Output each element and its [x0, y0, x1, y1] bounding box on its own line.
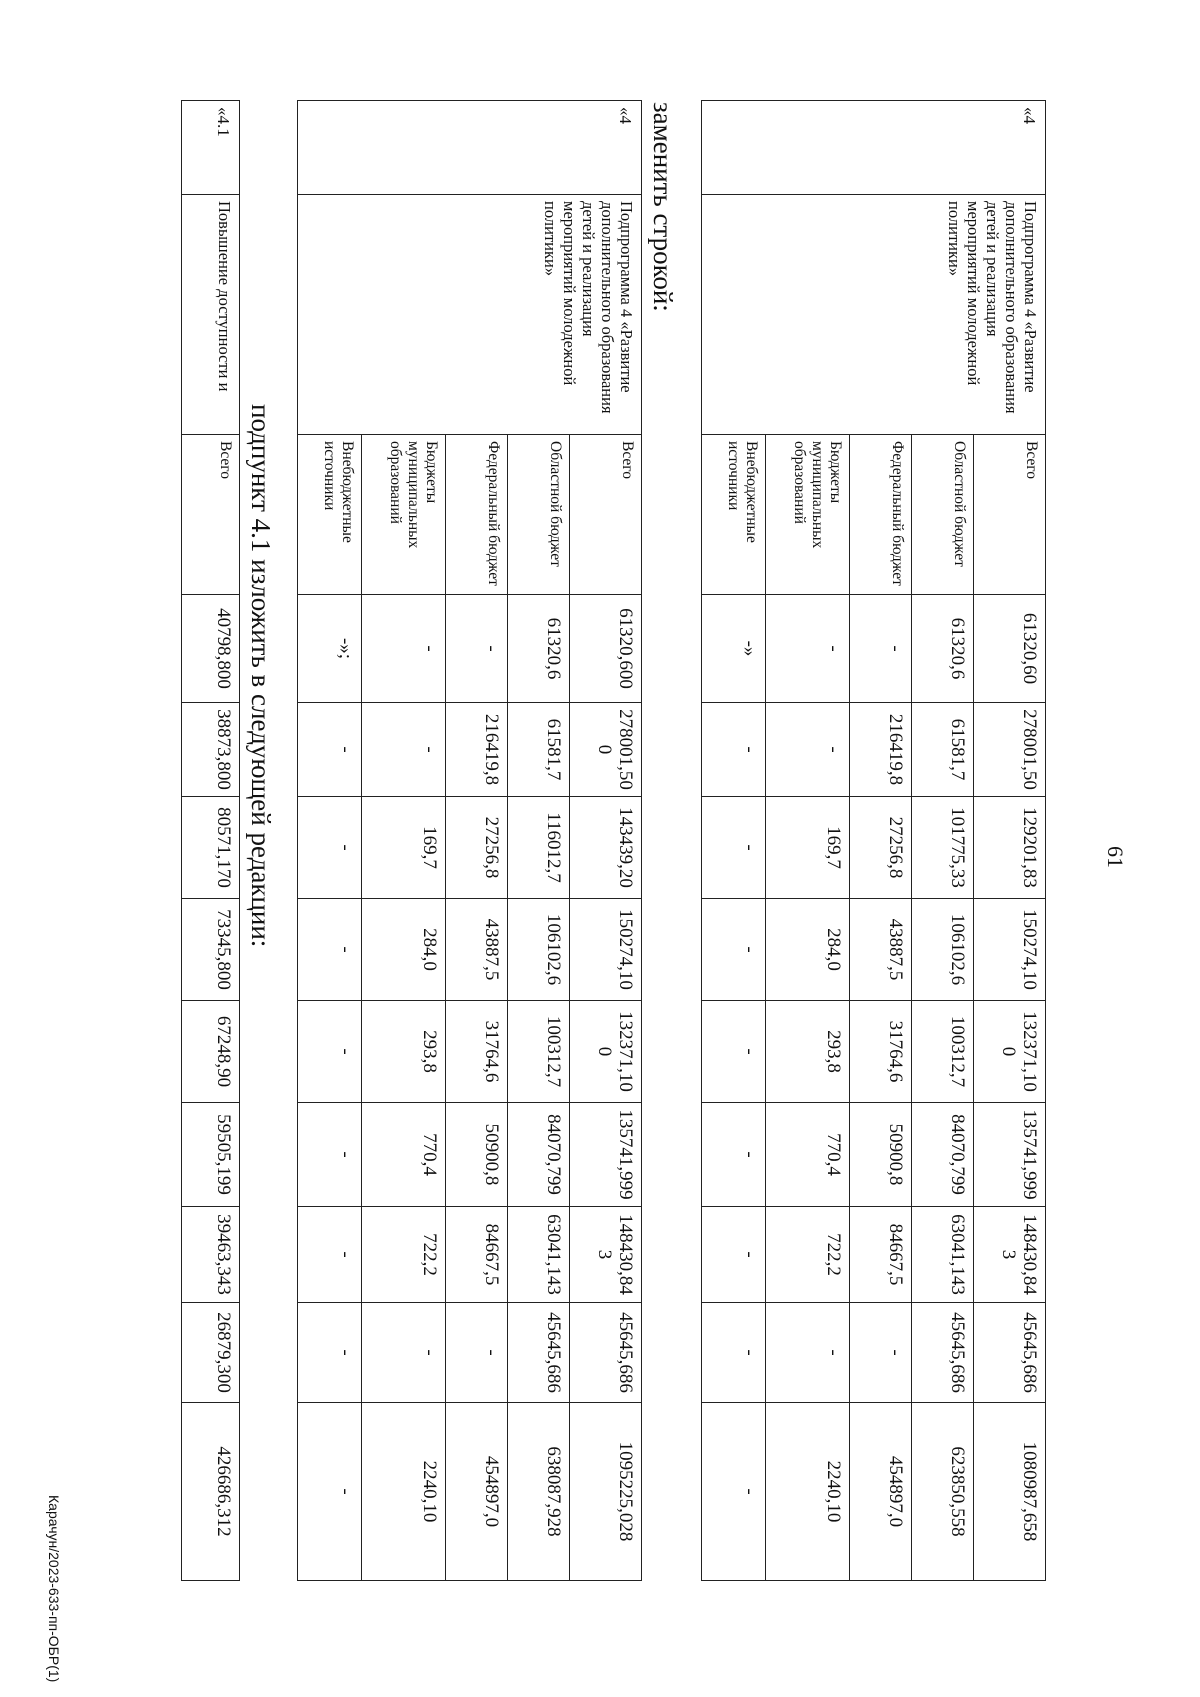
value-cell: - [362, 1303, 446, 1403]
value-cell: 1080987,658 [974, 1403, 1046, 1581]
value-cell: - [298, 1103, 362, 1207]
value-cell: 278001,500 [570, 703, 642, 797]
row-index-cell: «4 [298, 101, 642, 195]
value-cell: - [702, 1001, 766, 1103]
value-cell: 43887,5 [446, 899, 508, 1001]
value-cell: 61320,6 [508, 595, 570, 703]
value-cell: 67248,90 [182, 1001, 240, 1103]
value-cell: 293,8 [766, 1001, 850, 1103]
value-cell: 100312,7 [912, 1001, 974, 1103]
value-cell: 132371,100 [570, 1001, 642, 1103]
program-name-cell: Подпрограмма 4 «Развитие дополнительного образования детей и реализация мероприятий молодежной политики» [702, 195, 1046, 435]
value-cell: 293,8 [362, 1001, 446, 1103]
value-cell: 84667,5 [446, 1207, 508, 1303]
value-cell: 135741,999 [570, 1103, 642, 1207]
value-cell: 84070,799 [508, 1103, 570, 1207]
value-cell: 27256,8 [850, 797, 912, 899]
value-cell: - [702, 1303, 766, 1403]
value-cell: 31764,6 [446, 1001, 508, 1103]
value-cell: 770,4 [362, 1103, 446, 1207]
value-cell: 80571,170 [182, 797, 240, 899]
page-number: 61 [1103, 846, 1128, 868]
funding-source-cell: Всего [182, 435, 240, 595]
value-cell: 623850,558 [912, 1403, 974, 1581]
value-cell: - [766, 1303, 850, 1403]
value-cell: - [298, 797, 362, 899]
value-cell: 143439,20 [570, 797, 642, 899]
value-cell: 45645,686 [508, 1303, 570, 1403]
value-cell: 2240,10 [766, 1403, 850, 1581]
value-cell: 39463,343 [182, 1207, 240, 1303]
value-cell: - [298, 1303, 362, 1403]
value-cell: - [766, 703, 850, 797]
value-cell: 106102,6 [508, 899, 570, 1001]
value-cell: 100312,7 [508, 1001, 570, 1103]
value-cell: - [702, 797, 766, 899]
value-cell: - [702, 899, 766, 1001]
value-cell: - [702, 1403, 766, 1581]
value-cell: 116012,7 [508, 797, 570, 899]
value-cell: 150274,10 [570, 899, 642, 1001]
value-cell: 284,0 [766, 899, 850, 1001]
value-cell: 216419,8 [446, 703, 508, 797]
value-cell: 61320,6 [912, 595, 974, 703]
value-cell: 2240,10 [362, 1403, 446, 1581]
funding-source-cell: Областной бюджет [508, 435, 570, 595]
value-cell: 722,2 [362, 1207, 446, 1303]
value-cell: - [702, 1207, 766, 1303]
value-cell: 169,7 [362, 797, 446, 899]
value-cell: 45645,686 [912, 1303, 974, 1403]
table-new-row [297, 100, 642, 1581]
value-cell: - [446, 595, 508, 703]
value-cell: 426686,312 [182, 1403, 240, 1581]
value-cell: 106102,6 [912, 899, 974, 1001]
value-cell: 38873,800 [182, 703, 240, 797]
funding-source-cell: Внебюджетные источники [702, 435, 766, 595]
table-old-row [701, 100, 1046, 1581]
value-cell: 101775,33 [912, 797, 974, 899]
value-cell: - [446, 1303, 508, 1403]
value-cell: 31764,6 [850, 1001, 912, 1103]
value-cell: - [298, 899, 362, 1001]
table-subitem-row [181, 100, 240, 1581]
value-cell: - [362, 703, 446, 797]
value-cell: 148430,843 [570, 1207, 642, 1303]
funding-source-cell: Областной бюджет [912, 435, 974, 595]
value-cell: 45645,686 [974, 1303, 1046, 1403]
value-cell: 59505,199 [182, 1103, 240, 1207]
row-index-cell: «4 [702, 101, 1046, 195]
value-cell: - [702, 1103, 766, 1207]
value-cell: 148430,843 [974, 1207, 1046, 1303]
value-cell: 61581,7 [508, 703, 570, 797]
caption-subitem: подпункт 4.1 изложить в следующей редакции: [246, 404, 276, 948]
value-cell: 43887,5 [850, 899, 912, 1001]
value-cell: 638087,928 [508, 1403, 570, 1581]
funding-source-cell: Федеральный бюджет [850, 435, 912, 595]
table-row [570, 101, 642, 1581]
value-cell: - [298, 1207, 362, 1303]
row-index-cell: «4.1 [182, 101, 240, 195]
value-cell: 26879,300 [182, 1303, 240, 1403]
value-cell: 61320,60 [974, 595, 1046, 703]
funding-source-cell: Всего [974, 435, 1046, 595]
value-cell: 63041,143 [912, 1207, 974, 1303]
value-cell: 63041,143 [508, 1207, 570, 1303]
value-cell: 169,7 [766, 797, 850, 899]
value-cell: 27256,8 [446, 797, 508, 899]
value-cell: -»; [298, 595, 362, 703]
value-cell: 61320,600 [570, 595, 642, 703]
value-cell: 40798,800 [182, 595, 240, 703]
value-cell: 61581,7 [912, 703, 974, 797]
value-cell: 135741,999 [974, 1103, 1046, 1207]
table-row [182, 101, 240, 1581]
value-cell: - [850, 595, 912, 703]
value-cell: - [850, 1303, 912, 1403]
value-cell: 129201,83 [974, 797, 1046, 899]
program-name-cell: Повышение доступности и [182, 195, 240, 435]
value-cell: - [702, 703, 766, 797]
value-cell: - [298, 1001, 362, 1103]
funding-source-cell: Федеральный бюджет [446, 435, 508, 595]
value-cell: - [298, 703, 362, 797]
value-cell: 84667,5 [850, 1207, 912, 1303]
value-cell: 722,2 [766, 1207, 850, 1303]
value-cell: 454897,0 [850, 1403, 912, 1581]
funding-source-cell: Бюджеты муниципальных образований [362, 435, 446, 595]
funding-source-cell: Внебюджетные источники [298, 435, 362, 595]
value-cell: 150274,10 [974, 899, 1046, 1001]
value-cell: 132371,100 [974, 1001, 1046, 1103]
value-cell: - [766, 595, 850, 703]
value-cell: 770,4 [766, 1103, 850, 1207]
funding-source-cell: Бюджеты муниципальных образований [766, 435, 850, 595]
value-cell: 45645,686 [570, 1303, 642, 1403]
value-cell: 73345,800 [182, 899, 240, 1001]
caption-replace: заменить строкой: [648, 102, 678, 312]
footer-document-code: Карачун/2023-633-пп-ОБР(1) [46, 1495, 62, 1683]
funding-source-cell: Всего [570, 435, 642, 595]
value-cell: 50900,8 [446, 1103, 508, 1207]
program-name-cell: Подпрограмма 4 «Развитие дополнительного образования детей и реализация мероприятий молодежной политики» [298, 195, 642, 435]
value-cell: 454897,0 [446, 1403, 508, 1581]
value-cell: - [298, 1403, 362, 1581]
table-row [974, 101, 1046, 1581]
value-cell: 284,0 [362, 899, 446, 1001]
value-cell: - [362, 595, 446, 703]
value-cell: 278001,50 [974, 703, 1046, 797]
value-cell: 216419,8 [850, 703, 912, 797]
value-cell: 50900,8 [850, 1103, 912, 1207]
value-cell: 84070,799 [912, 1103, 974, 1207]
value-cell: 1095225,028 [570, 1403, 642, 1581]
value-cell: -» [702, 595, 766, 703]
